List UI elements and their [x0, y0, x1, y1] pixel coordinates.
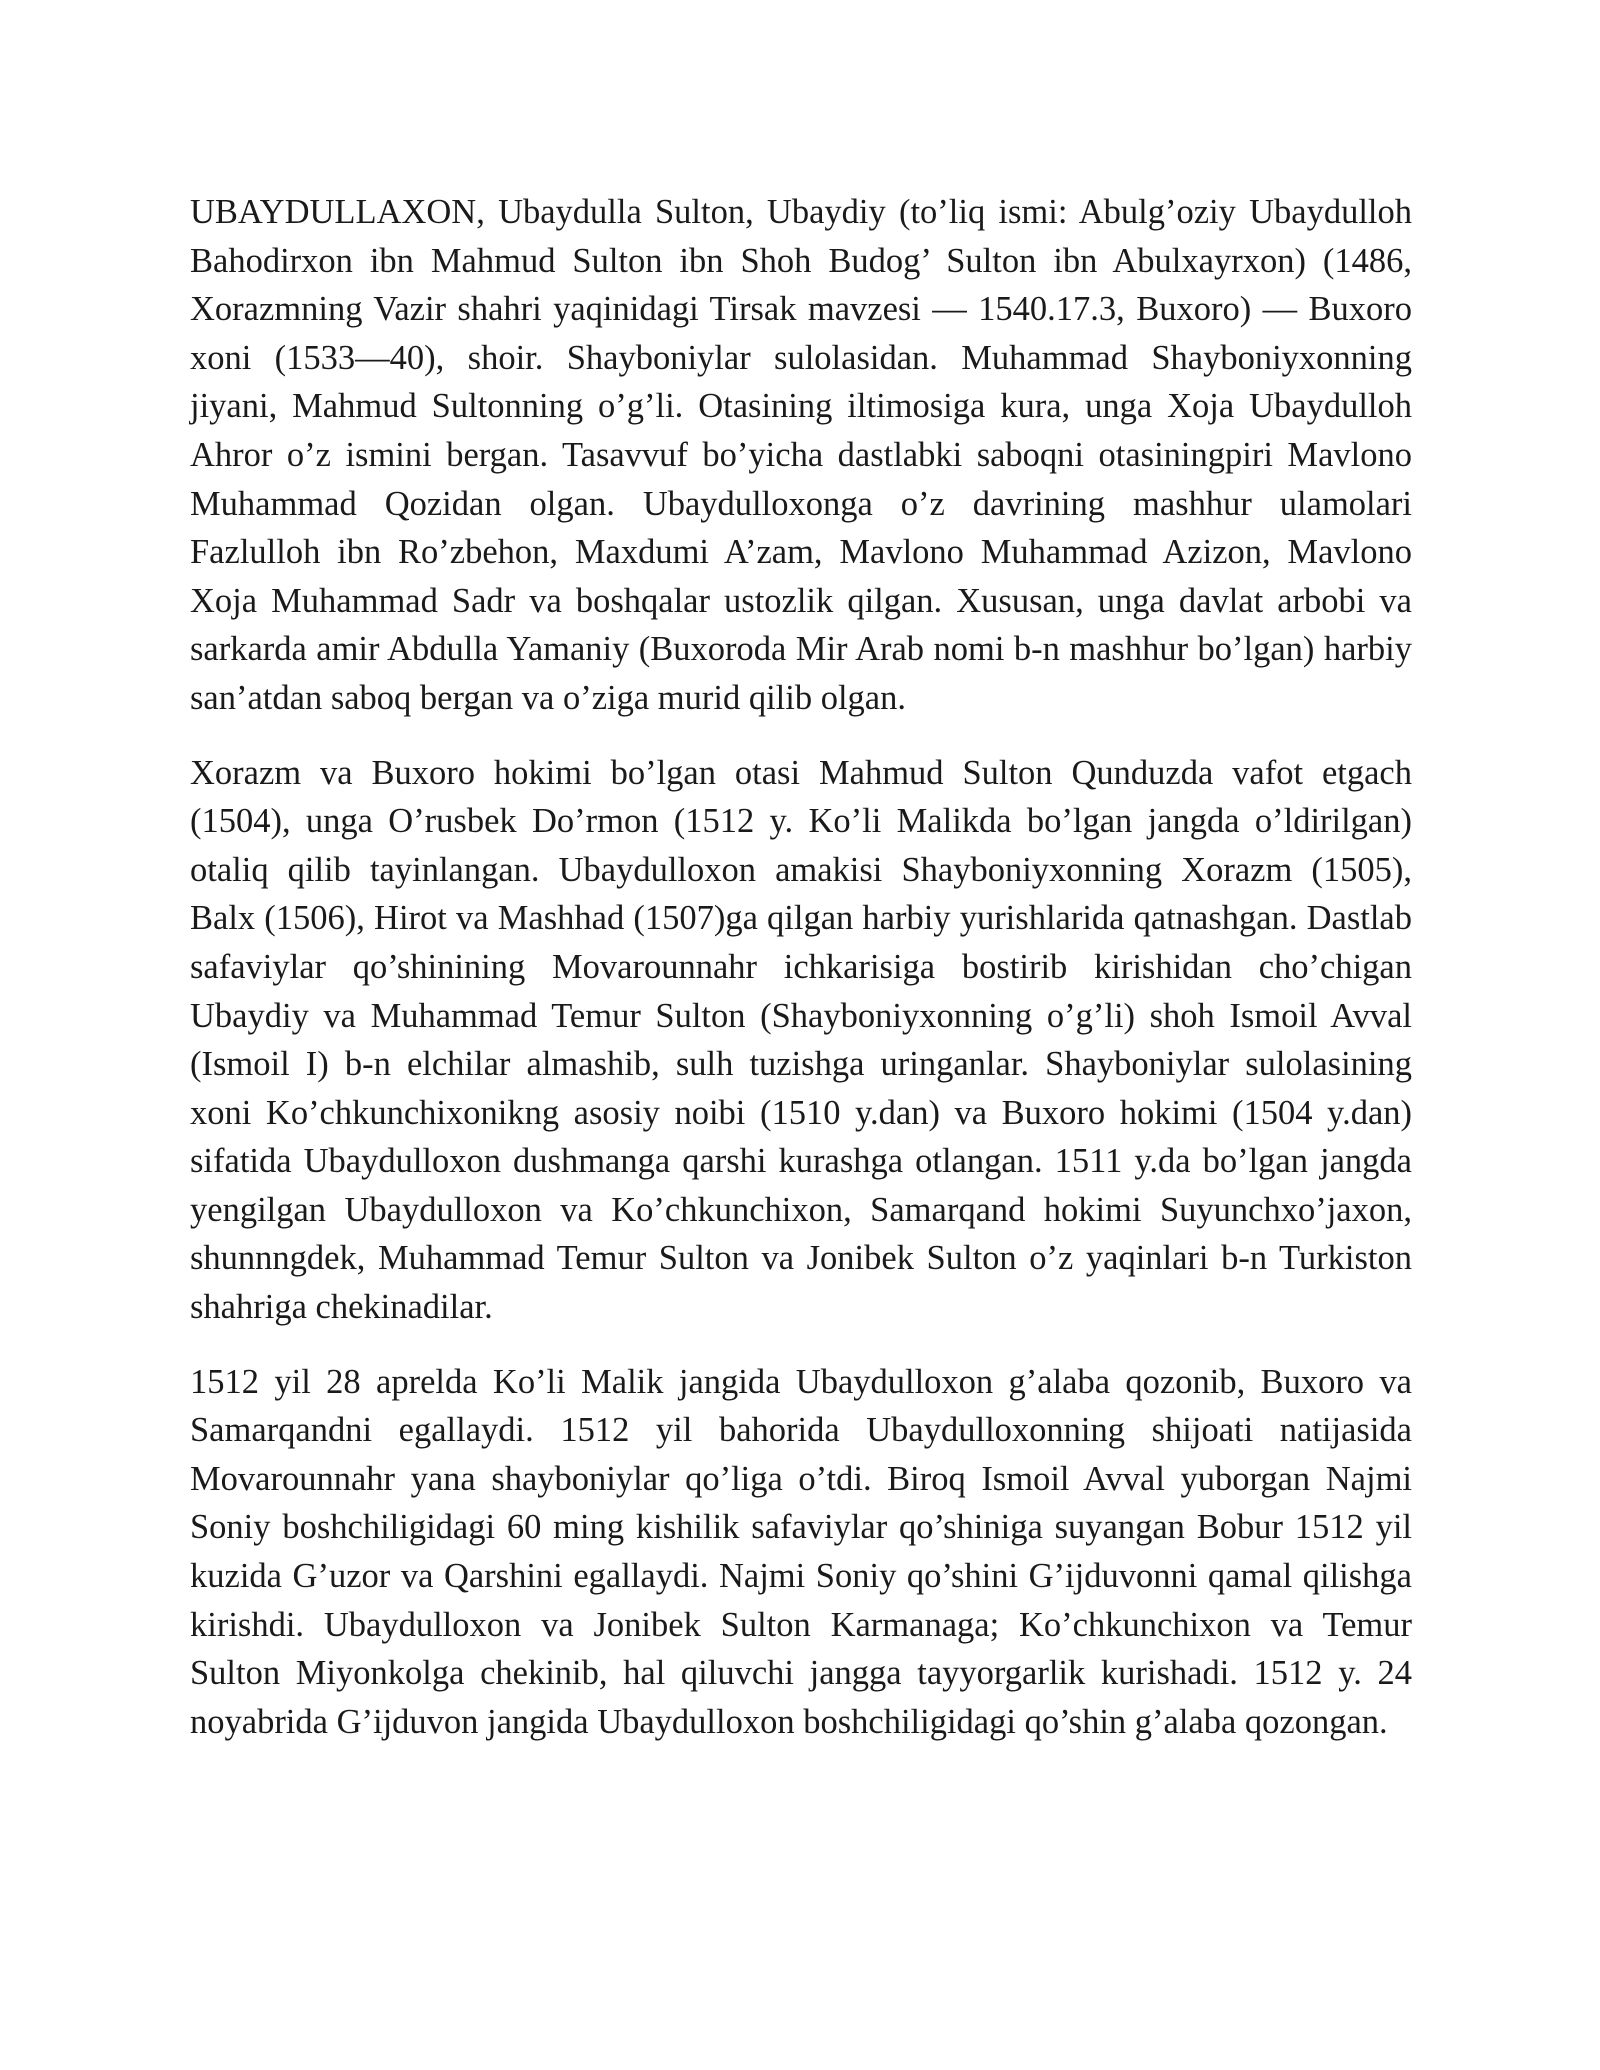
paragraph-2: Xorazm va Buxoro hokimi bo’lgan otasi Mahmud Sulton Qunduzda vafot etgach (1504), unga O’rusbek Do’rmon (1512 y. Ko’li Malikda bo’lgan jangda o’ldirilgan) otaliq qilib tayinlangan. Ubaydulloxon amakisi Shayboniyxonning Xorazm (1505), Balx (1506), Hirot va Mashhad (1507)ga qilgan harbiy yurishlarida qatnashgan. Dastlab safaviylar qo’shinining Movarounnahr ichkarisiga bostirib kirishidan cho’chigan Ubaydiy va Muhammad Temur Sulton (Shayboniyxonning o’g’li) shoh Ismoil Avval (Ismoil I) b-n elchilar almashib, sulh tuzishga uringanlar. Shayboniylar sulolasining xoni Ko’chkunchixonikng asosiy noibi (1510 y.dan) va Buxoro hokimi (1504 y.dan) sifatida Ubaydulloxon dushmanga qarshi kurashga otlangan. 1511 y.da bo’lgan jangda yengilgan Ubaydulloxon va Ko’chkunchixon, Samarqand hokimi Suyunchxo’jaxon, shunnngdek, Muhammad Temur Sulton va Jonibek Sulton o’z yaqinlari b-n Turkiston shahriga chekinadilar. — [190, 753, 1412, 1327]
paragraph-3: 1512 yil 28 aprelda Ko’li Malik jangida Ubaydulloxon g’alaba qozonib, Buxoro va Samarqandni egallaydi. 1512 yil bahorida Ubaydulloxonning shijoati natijasida Movarounnahr yana shayboniylar qo’liga o’tdi. Biroq Ismoil Avval yuborgan Najmi Soniy boshchiligidagi 60 ming kishilik safaviylar qo’shiniga suyangan Bobur 1512 yil kuzida G’uzor va Qarshini egallaydi. Najmi Soniy qo’shini G’ijduvonni qamal qilishga kirishdi. Ubaydulloxon va Jonibek Sulton Karmanaga; Ko’chkunchixon va Temur Sulton Miyonkolga chekinib, hal qiluvchi jangga tayyorgarlik kurishadi. 1512 y. 24 noyabrida G’ijduvon jangida Ubaydulloxon boshchiligidagi qo’shin g’alaba qozongan. — [190, 1362, 1412, 1741]
paragraph-1: UBAYDULLAXON, Ubaydulla Sulton, Ubaydiy (to’liq ismi: Abulg’oziy Ubaydulloh Bahodirxon ibn Mahmud Sulton ibn Shoh Budog’ Sulton ibn Abulxayrxon) (1486, Xorazmning Vazir shahri yaqinidagi Tirsak mavzesi — 1540.17.3, Buxoro) — Buxoro xoni (1533—40), shoir. Shayboniylar sulolasidan. Muhammad Shayboniyxonning jiyani, Mahmud Sultonning o’g’li. Otasining iltimosiga kura, unga Xoja Ubaydulloh Ahror o’z ismini bergan. Tasavvuf bo’yicha dastlabki saboqni otasiningpiri Mavlono Muhammad Qozidan olgan. Ubaydulloxonga o’z davrining mashhur ulamolari Fazlulloh ibn Ro’zbehon, Maxdumi A’zam, Mavlono Muhammad Azizon, Mavlono Xoja Muhammad Sadr va boshqalar ustozlik qilgan. Xususan, unga davlat arbobi va sarkarda amir Abdulla Yamaniy (Buxoroda Mir Arab nomi b-n mashhur bo’lgan) harbiy san’atdan saboq bergan va o’ziga murid qilib olgan. — [190, 193, 1412, 717]
text-column — [190, 188, 1412, 1772]
